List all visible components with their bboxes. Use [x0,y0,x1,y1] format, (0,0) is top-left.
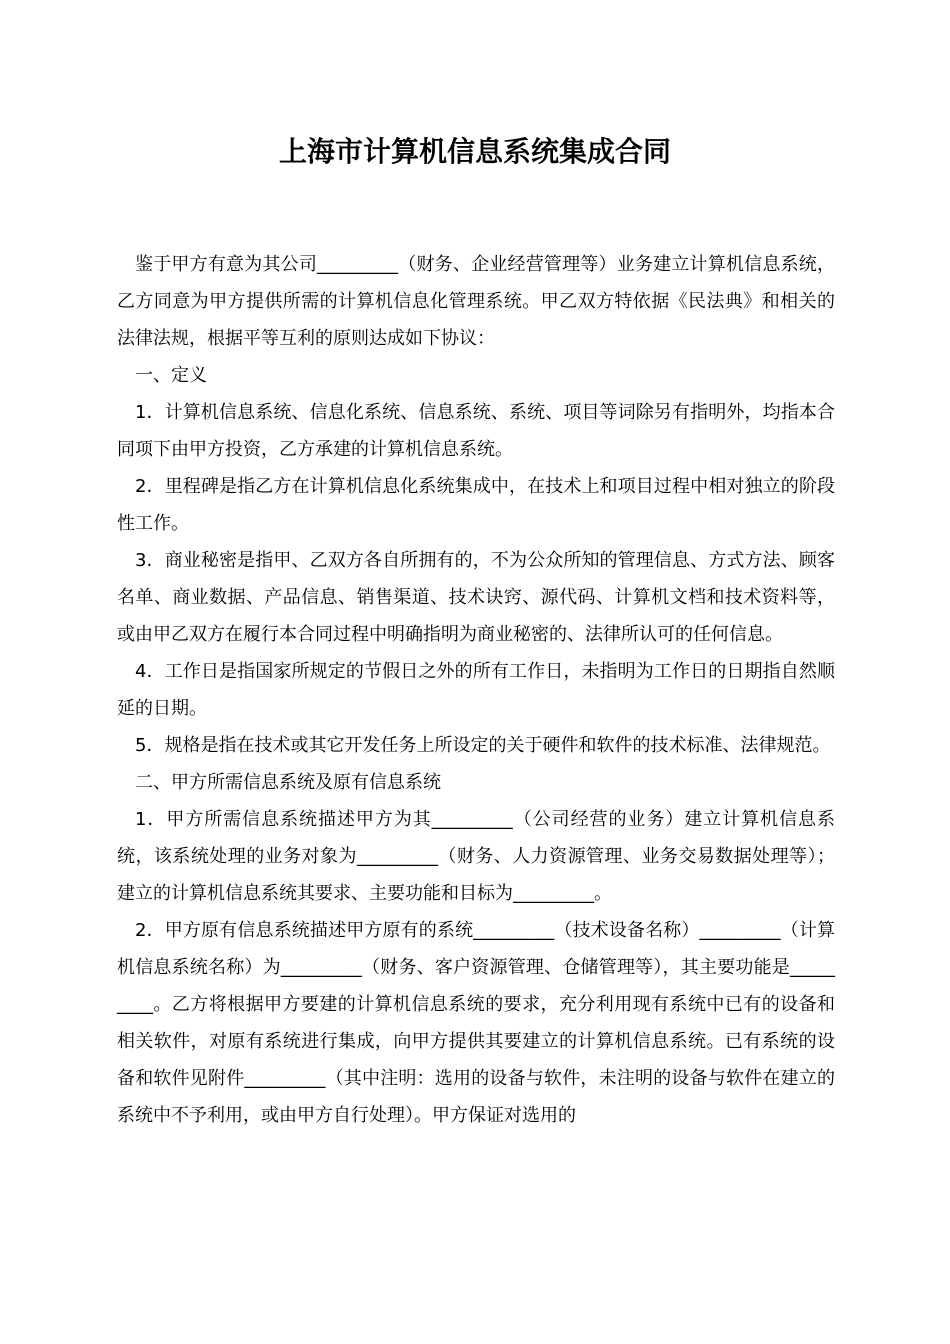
clause-1-5: 5．规格是指在技术或其它开发任务上所设定的关于硬件和软件的技术标准、法律规范。 [135,735,831,756]
clause-1-3: 3．商业秘密是指甲、乙双方各自所拥有的，不为公众所知的管理信息、方式方法、顾客名单、商业数据、产品信息、销售渠道、技术诀窍、源代码、计算机文档和技术资料等，或由甲乙双方在履行本合同过程中明确指明为商业秘密的、法律所认可的任何信息。 [117,550,835,645]
section-heading-definitions: 一、定义 [135,365,207,386]
document-title: 上海市计算机信息系统集成合同 [278,135,671,168]
clause-2-1: 1．甲方所需信息系统描述甲方为其_________（公司经营的业务）建立计算机信息系统，该系统处理的业务对象为_________（财务、人力资源管理、业务交易数据处理等）；建立的计算机信息系统其要求、主要功能和目标为_________。 [117,809,835,904]
clause-2-2: 2．甲方原有信息系统描述甲方原有的系统_________（技术设备名称）_________（计算机信息系统名称）为_________（财务、客户资源管理、仓储管理等），其主要功能是_________。乙方将根据甲方要建的计算机信息系统的要求，充分利用现有系统中已有的设备和相关软件，对原有系统进行集成，向甲方提供其要建立的计算机信息系统。已有系统的设备和软件见附件_________（其中注明：选用的设备与软件，未注明的设备与软件在建立的系统中不予利用，或由甲方自行处理）。甲方保证对选用的 [117,920,835,1126]
clause-1-1: 1．计算机信息系统、信息化系统、信息系统、系统、项目等词除另有指明外，均指本合同项下由甲方投资，乙方承建的计算机信息系统。 [117,402,835,460]
clause-1-4: 4．工作日是指国家所规定的节假日之外的所有工作日，未指明为工作日的日期指自然顺延的日期。 [117,661,835,719]
section-heading-systems: 二、甲方所需信息系统及原有信息系统 [135,772,441,793]
preamble-paragraph: 鉴于甲方有意为其公司_________（财务、企业经营管理等）业务建立计算机信息系统，乙方同意为甲方提供所需的计算机信息化管理系统。甲乙双方特依据《民法典》和相关的法律法规，根据平等互利的原则达成如下协议： [117,254,835,349]
clause-1-2: 2．里程碑是指乙方在计算机信息化系统集成中，在技术上和项目过程中相对独立的阶段性工作。 [117,476,835,534]
document-body [117,246,835,1134]
